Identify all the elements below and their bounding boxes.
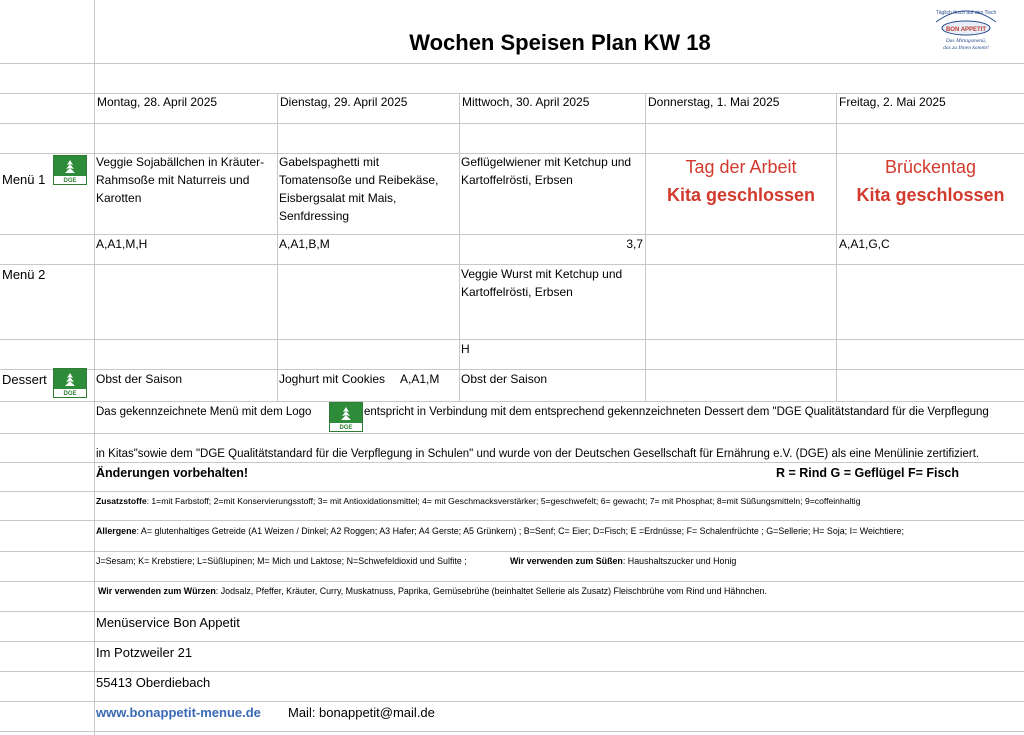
logo-tagline-2: das zu Ihnen kommt! <box>943 45 989 51</box>
menu1-allergens-wednesday: 3,7 <box>626 237 643 251</box>
dge-note-line2: in Kitas"sowie dem "DGE Qualitätstandard für die Verpflegung in Schulen" und wurde von der Deutschen Gesellschaft für Ernährung e.V. (DGE) als eine Menülinie zertifiziert. <box>96 448 980 460</box>
menu1-allergens-tuesday: A,A1,B,M <box>279 237 330 251</box>
dessert-tuesday: Joghurt mit Cookies <box>279 372 386 386</box>
menu1-thursday-holiday <box>646 153 836 209</box>
company-street: Im Potzweiler 21 <box>96 645 193 660</box>
dge-label: DGE <box>339 425 353 431</box>
menu1-allergens-monday: A,A1,M,H <box>96 237 148 251</box>
dessert-monday: Obst der Saison <box>96 372 183 386</box>
bon-appetit-logo <box>926 4 1006 52</box>
wuerzen-text: : Jodsalz, Pfeffer, Kräuter, Curry, Muskatnuss, Paprika, Gemüsebrühe (beinhaltet Sellerie als Zusatz) Fleischbrühe vom Rind und Hähnchen. <box>215 586 767 596</box>
grid-line <box>0 581 1024 582</box>
company-city: 55413 Oberdiebach <box>96 675 211 690</box>
grid-line <box>0 701 1024 702</box>
suessen-label: Wir verwenden zum Süßen <box>510 556 623 566</box>
dge-logo-icon <box>53 368 87 398</box>
holiday-closed: Kita geschlossen <box>666 185 816 205</box>
logo-tagline-1: Das Mittagsmenü, <box>945 38 987 44</box>
page-title: Wochen Speisen Plan KW 18 <box>409 30 711 55</box>
grid-line <box>0 491 1024 492</box>
grid-line <box>0 433 1024 434</box>
row-label-menu2: Menü 2 <box>2 267 46 282</box>
grid-line <box>0 123 1024 124</box>
allergene-info-2 <box>96 555 467 567</box>
grid-line <box>0 671 1024 672</box>
logo-name: BON APPETIT <box>945 27 987 33</box>
changes-notice: Änderungen vorbehalten! <box>96 466 249 480</box>
grid-line <box>836 93 837 401</box>
menu2-wednesday: Veggie Wurst mit Ketchup und Kartoffelrösti, Erbsen <box>461 267 623 299</box>
dessert-tuesday-allergens: A,A1,M <box>400 372 440 386</box>
grid-line <box>0 611 1024 612</box>
grid-line <box>459 93 460 401</box>
menu1-wednesday: Geflügelwiener mit Ketchup und Kartoffelrösti, Erbsen <box>461 155 632 187</box>
grid-line <box>0 63 1024 64</box>
menu1-friday-holiday <box>837 153 1024 209</box>
day-header-monday: Montag, 28. April 2025 <box>97 95 218 109</box>
day-header-thursday: Donnerstag, 1. Mai 2025 <box>648 95 780 109</box>
grid-line <box>277 93 278 401</box>
row-label-menu1: Menü 1 <box>2 172 46 187</box>
grid-line <box>0 641 1024 642</box>
day-header-friday: Freitag, 2. Mai 2025 <box>839 95 946 109</box>
dge-logo-icon <box>53 155 87 185</box>
day-header-wednesday: Mittwoch, 30. April 2025 <box>462 95 590 109</box>
dge-note-line1-start: Das gekennzeichnete Menü mit dem Logo <box>96 406 312 418</box>
grid-line <box>0 731 1024 732</box>
meat-legend: R = Rind G = Geflügel F= Fisch <box>776 466 960 480</box>
allergene-text: : A= glutenhaltiges Getreide (A1 Weizen / Dinkel; A2 Roggen; A3 Hafer; A4 Gerste; A5 Grünkern) ; B=Senf; C= Eier; D=Fisch; E =Erdnüsse; F= Schalenfrüchte ; G=Sellerie; H= Soja; I= Weichtiere; <box>136 526 904 536</box>
holiday-title: Tag der Arbeit <box>685 157 797 177</box>
grid-line <box>0 551 1024 552</box>
grid-line <box>0 401 1024 402</box>
grid-line <box>645 93 646 401</box>
website-link[interactable]: www.bonappetit-menue.de <box>96 705 261 720</box>
menu1-monday: Veggie Sojabällchen in Kräuter-Rahmsoße mit Naturreis und Karotten <box>96 155 265 205</box>
menu1-allergens-friday: A,A1,G,C <box>839 237 890 251</box>
allergene-text-2: J=Sesam; K= Krebstiere; L=Süßlupinen; M= Mich und Laktose; N=Schwefeldioxid und Sulfite ; <box>96 556 467 566</box>
menu1-tuesday: Gabelspaghetti mit Tomatensoße und Reibekäse, Eisbergsalat mit Mais, Senfdressing <box>279 155 439 223</box>
dge-label: DGE <box>63 178 77 184</box>
zusatzstoffe-text: : 1=mit Farbstoff; 2=mit Konservierungsstoff; 3= mit Antioxidationsmittel; 4= mit Geschmacksverstärker; 5=geschwefelt; 6= gewacht; 7= mit Phosphat; 8=mit Süßungsmitteln; 9=coffeinhaltig <box>146 496 861 506</box>
suessen-text: : Haushaltszucker und Honig <box>622 556 737 566</box>
grid-line <box>0 339 1024 340</box>
grid-line <box>0 520 1024 521</box>
dge-label: DGE <box>63 391 77 397</box>
grid-line <box>94 0 95 735</box>
row-label-dessert: Dessert <box>2 372 47 387</box>
holiday-closed: Kita geschlossen <box>856 185 1005 205</box>
company-mail[interactable]: Mail: bonappetit@mail.de <box>288 705 435 720</box>
menu2-allergens-wednesday: H <box>461 342 470 356</box>
dessert-wednesday: Obst der Saison <box>461 372 548 386</box>
holiday-title: Brückentag <box>884 157 977 177</box>
allergene-info <box>96 525 904 537</box>
wuerzen-label: Wir verwenden zum Würzen <box>98 586 216 596</box>
day-header-tuesday: Dienstag, 29. April 2025 <box>280 95 408 109</box>
wuerzen-info <box>98 585 767 597</box>
dge-note-line1-end: entspricht in Verbindung mit dem entsprechend gekennzeichneten Dessert dem "DGE Qualitätstandard für die Verpflegung <box>364 406 989 418</box>
allergene-label: Allergene <box>96 526 137 536</box>
zusatzstoffe-info <box>96 495 861 507</box>
suessen-info <box>510 555 736 567</box>
dge-logo-icon <box>329 402 363 432</box>
company-name: Menüservice Bon Appetit <box>96 615 240 630</box>
logo-arc-text: Täglich frisch auf den Tisch <box>935 10 997 16</box>
zusatzstoffe-label: Zusatzstoffe <box>96 496 147 506</box>
